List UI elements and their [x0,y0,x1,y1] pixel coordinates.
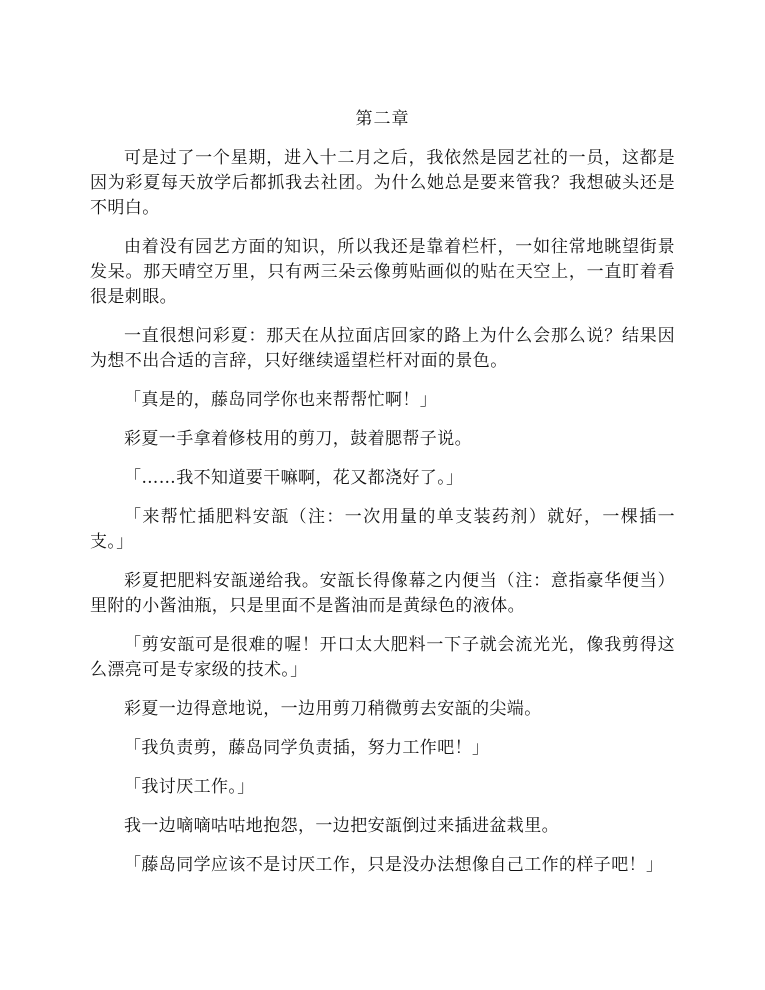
paragraph: 「来帮忙插肥料安瓿（注：一次用量的单支装药剂）就好，一棵插一支。」 [90,507,675,552]
paragraph: 「……我不知道要干嘛啊，花又都浇好了。」 [124,468,464,488]
paragraph: 「藤岛同学应该不是讨厌工作，只是没办法想像自己工作的样子吧！」 [124,855,664,875]
paragraph: 我一边嘀嘀咕咕地抱怨，一边把安瓿倒过来插进盆栽里。 [124,816,559,836]
paragraph: 一直很想问彩夏：那天在从拉面店回家的路上为什么会那么说？结果因为想不出合适的言辞，只好继续遥望栏杆对面的景色。 [90,326,675,371]
paragraph: 「我讨厌工作。」 [124,777,255,797]
paragraph: 由着没有园艺方面的知识，所以我还是靠着栏杆，一如往常地眺望街景发呆。那天晴空万里，只有两三朵云像剪贴画似的贴在天空上，一直盯着看很是刺眼。 [90,237,675,307]
chapter-title: 第二章 [355,109,410,129]
paragraph: 可是过了一个星期，进入十二月之后，我依然是园艺社的一员，这都是因为彩夏每天放学后都抓我去社团。为什么她总是要来管我？我想破头还是不明白。 [90,148,675,218]
paragraph: 彩夏把肥料安瓿递给我。安瓿长得像幕之内便当（注：意指豪华便当）里附的小酱油瓶，只是里面不是酱油而是黄绿色的液体。 [90,571,675,616]
paragraph: 「真是的，藤岛同学你也来帮帮忙啊！」 [124,390,438,410]
document-page [90,106,675,892]
paragraph: 彩夏一手拿着修枝用的剪刀，鼓着腮帮子说。 [124,429,472,449]
paragraph: 「剪安瓿可是很难的喔！开口太大肥料一下子就会流光光，像我剪得这么漂亮可是专家级的技术。」 [90,635,675,680]
paragraph: 「我负责剪，藤岛同学负责插，努力工作吧！」 [124,738,490,758]
paragraph: 彩夏一边得意地说，一边用剪刀稍微剪去安瓿的尖端。 [124,699,542,719]
